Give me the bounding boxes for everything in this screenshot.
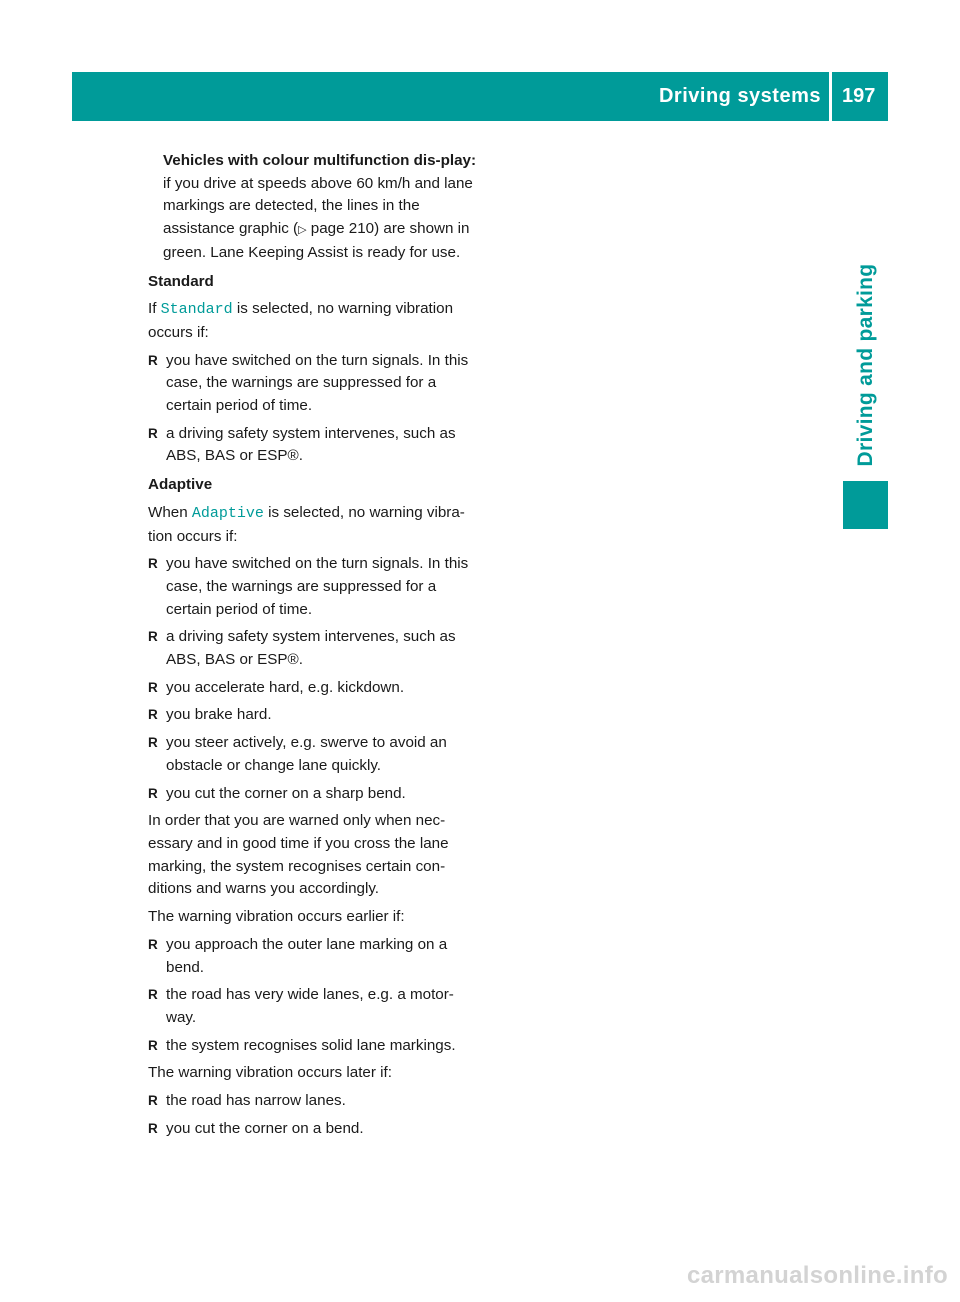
adaptive-heading: Adaptive [148, 476, 213, 494]
later-intro: The warning vibration occurs later if: [148, 1064, 392, 1082]
list-item: R the road has very wide lanes, e.g. a motor-way. [148, 984, 482, 1029]
page-ref-arrow-icon: ▷ [298, 224, 307, 237]
list-item: R you accelerate hard, e.g. kickdown. [148, 677, 482, 700]
standard-option: Standard [160, 301, 233, 319]
adaptive-option: Adaptive [191, 504, 264, 522]
list-item: R you have switched on the turn signals. In this case, the warnings are suppressed for a certain period of time. [148, 553, 482, 621]
page-ref-text[interactable]: page 210) are shown in green. Lane Keeping Assist is ready for use. [163, 220, 470, 261]
earlier-intro: The warning vibration occurs earlier if: [148, 908, 405, 926]
standard-paragraph: If Standard is selected, no warning vibration occurs if: [148, 300, 454, 341]
chapter-tab [843, 250, 888, 480]
list-item: R a driving safety system intervenes, such as ABS, BAS or ESP®. [148, 626, 482, 671]
watermark: carmanualsonline.info [686, 1262, 948, 1289]
list-item: R you brake hard. [148, 704, 482, 727]
list-item: R a driving safety system intervenes, such as ABS, BAS or ESP®. [148, 423, 482, 468]
list-item: R the system recognises solid lane markings. [148, 1035, 482, 1058]
standard-heading: Standard [148, 272, 214, 290]
list-item: R you steer actively, e.g. swerve to avoid an obstacle or change lane quickly. [148, 732, 482, 777]
list-item: R the road has narrow lanes. [148, 1090, 482, 1113]
list-item: R you have switched on the turn signals. In this case, the warnings are suppressed for a certain period of time. [148, 350, 482, 418]
list-item: R you cut the corner on a sharp bend. [148, 783, 482, 806]
adaptive-paragraph: When Adaptive is selected, no warning vibra-tion occurs if: [148, 503, 465, 545]
explanation-paragraph: In order that you are warned only when nec-essary and in good time if you cross the lane marking, the system recognises certain con-ditions and warns you accordingly. [148, 812, 449, 898]
main-column [148, 150, 482, 1145]
list-item: R you cut the corner on a bend. [148, 1118, 482, 1141]
later-list [148, 1090, 482, 1140]
intro-bold: Vehicles with colour multifunction dis-play: [163, 152, 477, 169]
section-title: Driving systems [658, 85, 821, 107]
intro-text: if you drive at speeds above 60 km/h and lane markings are detected, the lines in the assistance graphic ( [163, 174, 473, 238]
chapter-marker [843, 481, 888, 529]
adaptive-list [148, 553, 482, 805]
page-number: 197 [842, 85, 876, 107]
chapter-tab-label: Driving and parking [853, 263, 877, 467]
list-item: R you approach the outer lane marking on a bend. [148, 934, 482, 979]
earlier-list [148, 934, 482, 1058]
header-divider [829, 72, 832, 121]
page-header [72, 72, 888, 121]
intro-paragraph [148, 150, 482, 265]
standard-list [148, 350, 482, 469]
